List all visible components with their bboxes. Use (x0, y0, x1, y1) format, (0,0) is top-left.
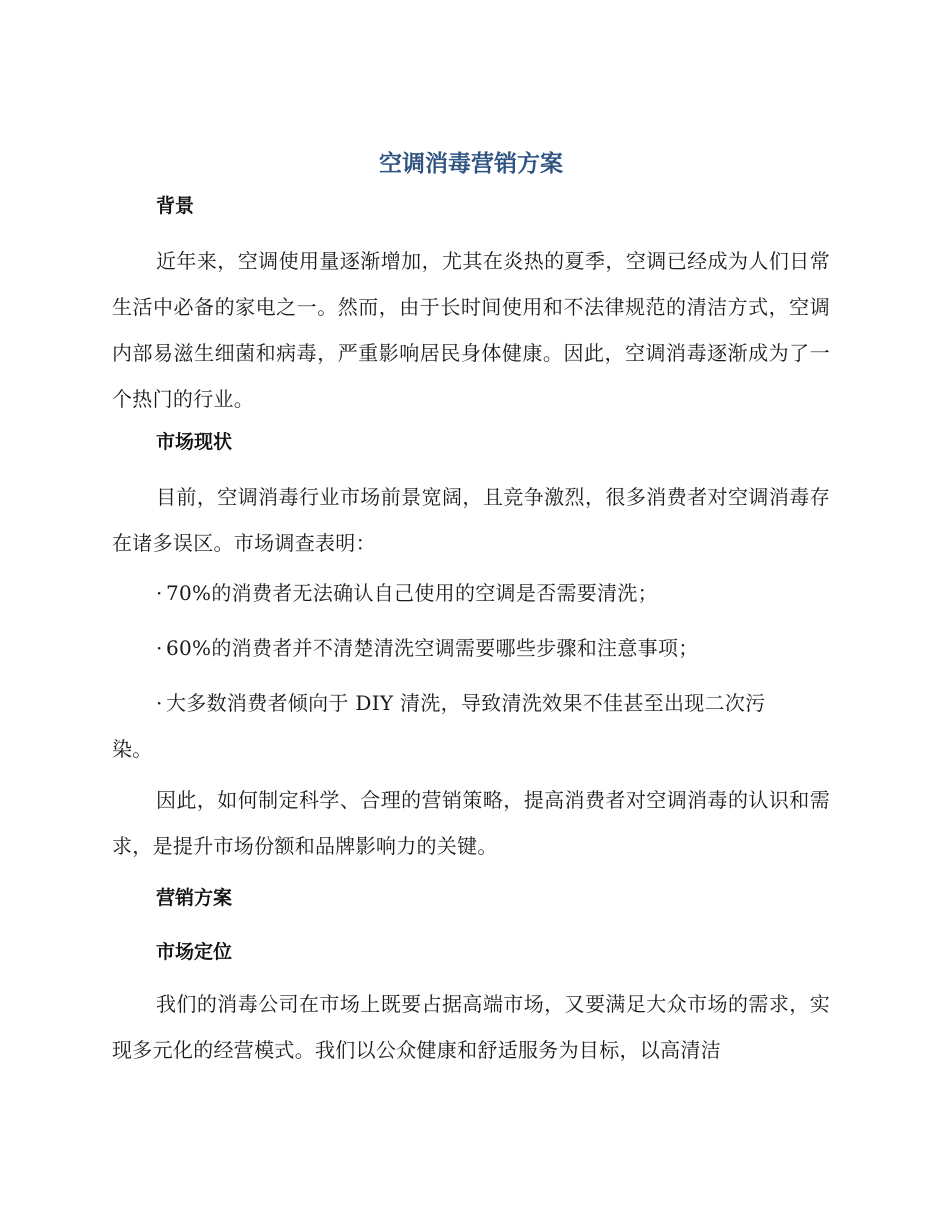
bullet-dot: · (156, 581, 163, 605)
bullet-text: 大多数消费者倾向于 DIY 清洗，导致清洗效果不佳甚至出现二次污染。 (112, 691, 766, 761)
bullet-text: 60%的消费者并不清楚清洗空调需要哪些步骤和注意事项； (166, 636, 699, 660)
paragraph-positioning: 我们的消毒公司在市场上既要占据高端市场，又要满足大众市场的需求，实现多元化的经营模式。我们以公众健康和舒适服务为目标，以高清洁 (112, 992, 830, 1062)
heading-marketing-plan: 营销方案 (156, 887, 233, 909)
list-item (112, 680, 802, 772)
bullet-dot: · (156, 636, 163, 660)
list-item (112, 625, 830, 671)
document-title: 空调消毒营销方案 (379, 151, 563, 177)
paragraph-background: 近年来，空调使用量逐渐增加，尤其在炎热的夏季，空调已经成为人们日常生活中必备的家电之一。然而，由于长时间使用和不法律规范的清洁方式，空调内部易滋生细菌和病毒，严重影响居民身体健康。因此，空调消毒逐渐成为了一个热门的行业。 (112, 249, 830, 411)
paragraph-market-conclusion: 因此，如何制定科学、合理的营销策略，提高消费者对空调消毒的认识和需求，是提升市场份额和品牌影响力的关键。 (112, 788, 830, 858)
bullet-dot: · (156, 691, 163, 715)
bullet-text: 70%的消费者无法确认自己使用的空调是否需要清洗； (166, 581, 658, 605)
list-item (112, 570, 830, 616)
heading-market-status: 市场现状 (156, 431, 233, 453)
heading-background: 背景 (156, 195, 195, 217)
paragraph-market-intro: 目前，空调消毒行业市场前景宽阔，且竞争激烈，很多消费者对空调消毒存在诸多误区。市场调查表明： (112, 485, 830, 555)
heading-market-positioning: 市场定位 (156, 941, 233, 963)
